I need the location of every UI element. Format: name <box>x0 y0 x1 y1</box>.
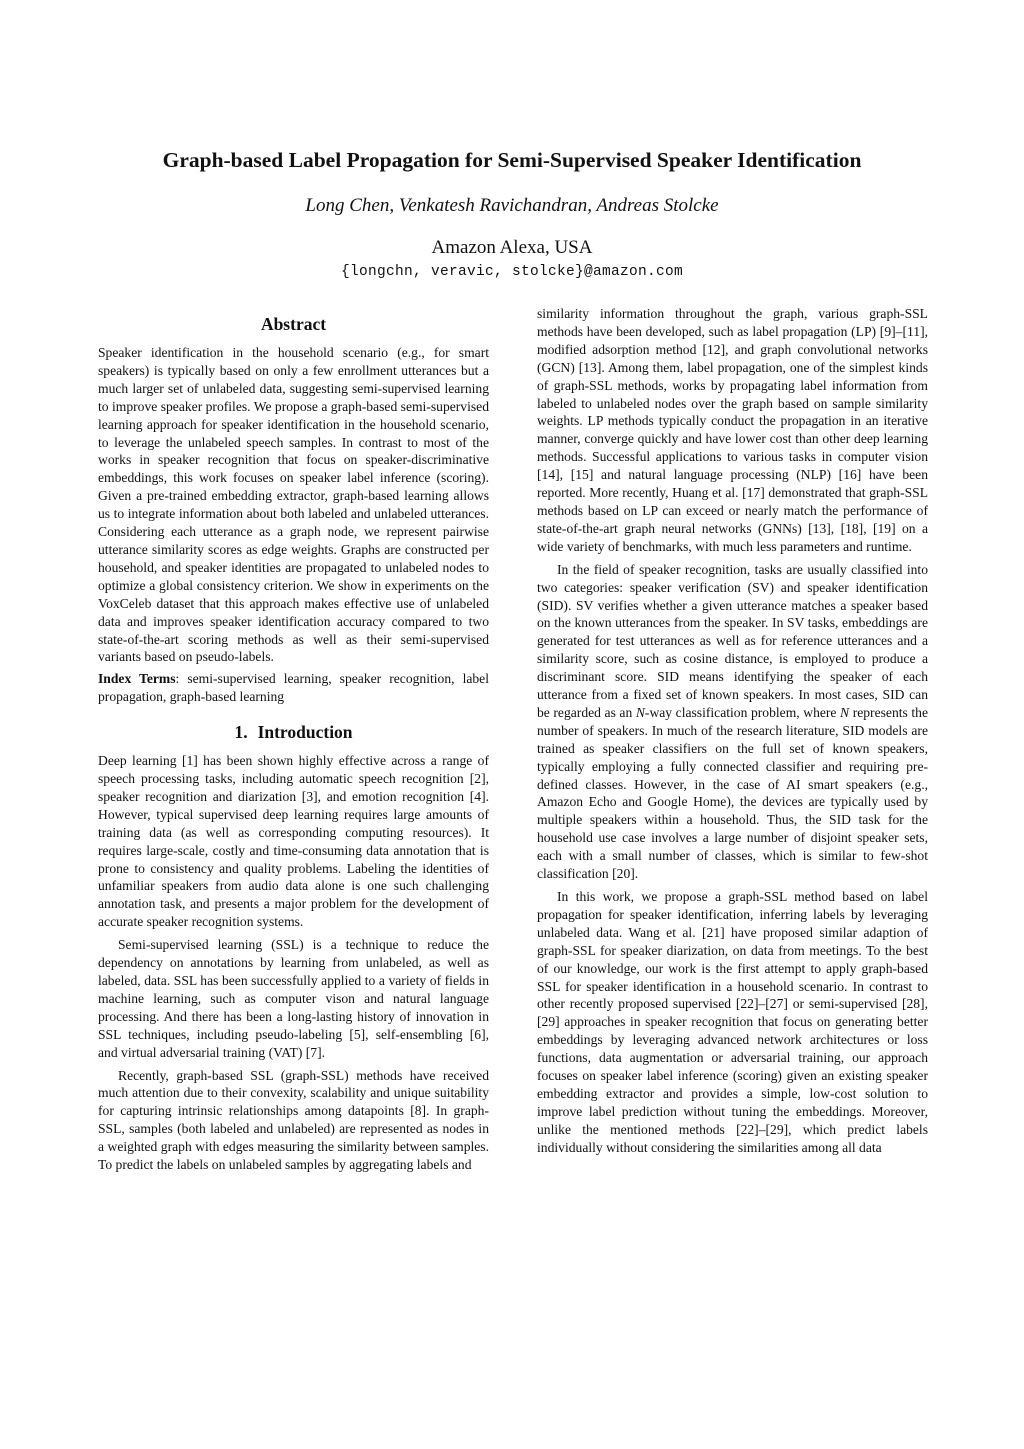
author-list: Long Chen, Venkatesh Ravichandran, Andreas Stolcke <box>305 195 719 216</box>
abstract-heading: Abstract <box>260 314 327 334</box>
p4-part-c: represents the number of speakers. In much of the research literature, SID models are trained as speaker classifiers on the full set of known speakers, typically employing a fully connected classifier and requiring pre-defined classes. However, in the case of AI smart speakers (e.g., Amazon Echo and Google Home), the devices are typically used by multiple speakers within a household. Thus, the SID task for the household use case involves a large number of disjoint speaker sets, each with a small number of classes, which is similar to few-shot classification [20]. <box>537 704 928 882</box>
p4-variable-n: N <box>635 704 645 720</box>
affiliation: Amazon Alexa, USA <box>431 237 593 258</box>
p4-part-b: -way classification problem, where <box>644 704 841 720</box>
author-emails: {longchn, veravic, stolcke}@amazon.com <box>340 264 684 280</box>
intro-paragraph-3: Recently, graph-based SSL (graph-SSL) methods have received much attention due to their convexity, scalability and unique suitability for capturing intrinsic relationships among datapoints [8]. In graph-SSL, samples (both labeled and unlabeled) are represented as nodes in a weighted graph with edges measuring the similarity between samples. To predict the labels on unlabeled samples by aggregating labels and <box>98 1067 489 1173</box>
intro-paragraph-2: Semi-supervised learning (SSL) is a technique to reduce the dependency on annotations by learning from unlabeled, as well as labeled, data. SSL has been successfully applied to a variety of fields in machine learning, such as computer vison and natural language processing. And there has been a long-lasting history of innovation in SSL techniques, including pseudo-labeling [5], self-ensembling [6], and virtual adversarial training (VAT) [7]. <box>98 937 489 1060</box>
intro-paragraph-5: In this work, we propose a graph-SSL method based on label propagation for speaker identification, inferring labels by leveraging unlabeled data. Wang et al. [21] have proposed similar adaption of graph-SSL for speaker diarization, on data from meetings. To the best of our knowledge, our work is the first attempt to apply graph-based SSL for speaker identification in a household scenario. In contrast to other recently proposed supervised [22]–[27] or semi-supervised [28], [29] approaches in speaker recognition that focus on generating better embeddings by leveraging advanced network architectures or loss functions, data augmentation or adversarial training, our approach focuses on speaker label inference (scoring) given an existing speaker embedding extractor and provides a simple, low-cost solution to improve label prediction without tuning the embeddings. Moreover, unlike the mentioned methods [22]–[29], which predict labels individually without considering the similarities among all data <box>537 889 928 1155</box>
intro-paragraph-4 <box>537 561 928 883</box>
index-terms-label: Index Terms <box>98 671 176 687</box>
left-column <box>98 312 489 1174</box>
index-terms-text: : semi-supervised learning, speaker recognition, label propagation, graph-based learning <box>98 671 489 705</box>
right-column <box>537 305 928 1157</box>
intro-paragraph-1: Deep learning [1] has been shown highly effective across a range of speech processing tasks, including automatic speech recognition [2], speaker recognition and diarization [3], and emotion recognition [4]. However, typical supervised deep learning requires large amounts of training data (as well as corresponding computing resources). It requires large-scale, costly and time-consuming data annotation that is prone to consistency and quality problems. Labeling the identities of unfamiliar speakers from audio data alone is one such challenging annotation task, and presents a major problem for the development of accurate speaker recognition systems. <box>98 753 489 930</box>
intro-paragraph-3-continued: similarity information throughout the graph, various graph-SSL methods have been developed, such as label propagation (LP) [9]–[11], modified adsorption method [12], and graph convolutional networks (GCN) [13]. Among them, label propagation, one of the simplest kinds of graph-SSL methods, works by propagating label information from labeled to unlabeled nodes over the graph based on sample similarity weights. LP methods typically conduct the propagation in an iterative manner, converge quickly and have lower cost than other deep learning methods. Successful applications to various tasks in computer vision [14], [15] and natural language processing (NLP) [16] have been reported. More recently, Huang et al. [17] demonstrated that graph-SSL methods based on LP can exceed or nearly match the performance of state-of-the-art graph neural networks (GNNs) [13], [18], [19] on a wide variety of benchmarks, with much less parameters and runtime. <box>537 306 928 554</box>
section-number: 1. <box>234 722 248 743</box>
introduction-heading <box>98 720 489 744</box>
abstract-text: Speaker identification in the household scenario (e.g., for smart speakers) is typically based on only a few enrollment utterances but a much larger set of unlabeled data, suggesting semi-supervised learning to improve speaker profiles. We propose a graph-based semi-supervised learning approach for speaker identification in the household scenario, to leverage the unlabeled speech samples. In contrast to most of the works in speaker recognition that focus on speaker-discriminative embeddings, this work focuses on speaker label inference (scoring). Given a pre-trained embedding extractor, graph-based learning allows us to integrate information about both labeled and unlabeled utterances. Considering each utterance as a graph node, we represent pairwise utterance similarity scores as edge weights. Graphs are constructed per household, and speaker identities are propagated to unlabeled nodes to optimize a global consistency criterion. We show in experiments on the VoxCeleb dataset that this approach makes effective use of unlabeled data and improves speaker identification accuracy compared to two state-of-the-art scoring methods as well as their semi-supervised variants based on pseudo-labels. <box>98 345 489 665</box>
index-terms <box>98 670 489 706</box>
p4-variable-n: N <box>840 704 850 720</box>
section-title: Introduction <box>257 722 353 743</box>
p4-part-a: In the field of speaker recognition, tasks are usually classified into two categories: speaker verification (SV) and speaker identification (SID). SV verifies whether a given utterance matches a speaker based on the known utterances from the speaker. In SV tasks, embeddings are generated for test utterances as well as for reference utterances and a similarity score, such as cosine distance, is employed to produce a discriminant score. SID means identifying the speaker of each utterance from a fixed set of known speakers. In most cases, SID can be regarded as an <box>537 561 928 720</box>
paper-title: Graph-based Label Propagation for Semi-Supervised Speaker Identification <box>162 148 862 172</box>
